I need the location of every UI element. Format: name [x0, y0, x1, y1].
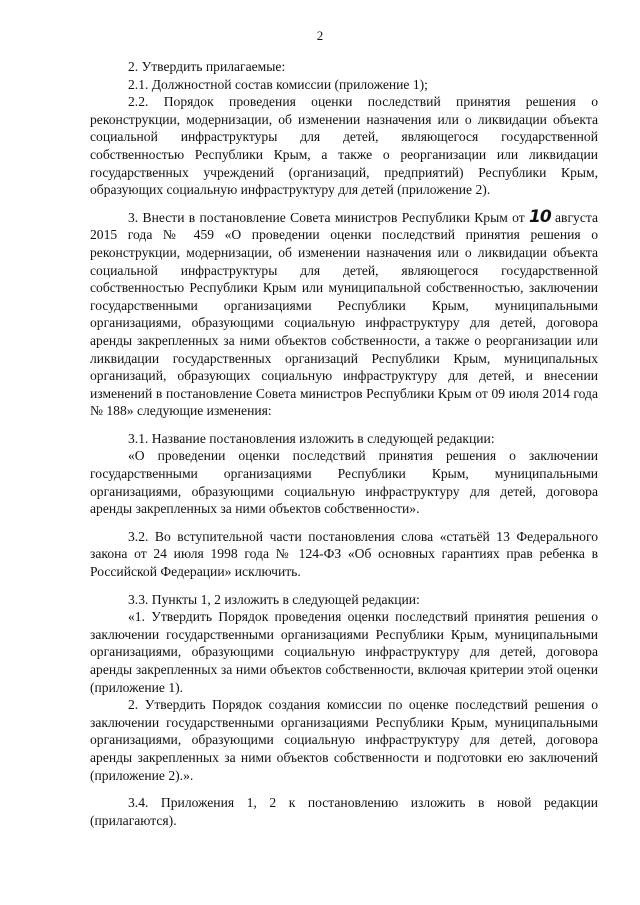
paragraph-3-2: 3.2. Во вступительной части постановления слова «статьёй 13 Федерального закона от 24 июля 1998 года № 124-ФЗ «Об основных гарантиях прав ребенка в Российской Федерации» исключить.	[90, 528, 598, 580]
page-number: 2	[316, 28, 324, 43]
paragraph-3-3-item-2: 2. Утвердить Порядок создания комиссии по оценке последствий решения о заключении государственными организациями Республики Крым, муниципальными организациями, образующими социальную инфраструктуру для детей, договора аренды закрепленных за ними объектов собственности и подготовки ею заключений (приложение 2).».	[90, 697, 598, 783]
paragraph-2-1: 2.1. Должностной состав комиссии (приложение 1);	[128, 76, 428, 92]
paragraph-approve: 2. Утвердить прилагаемые:	[128, 59, 286, 74]
paragraph-3-1-quote: «О проведении оценки последствий принятия решения о заключении государственными организациями Республики Крым, муниципальными организациями, образующими социальную инфраструктуру для детей, договора аренды закрепленных за ними объектов собственности».	[90, 448, 598, 517]
paragraph-2-2: 2.2. Порядок проведения оценки последствий принятия решения о реконструкции, модернизации, об изменении назначения или о ликвидации объекта социальной инфраструктуры для детей, являющегося государственной собственностью Республики Крым, а также о реорганизации или ликвидации государственных учреждений (организаций, предприятий) Республики Крым, образующих социальную инфраструктуру для детей (приложение 2).	[90, 94, 598, 198]
paragraph-3-start: 3. Внести в постановление Совета министров Республики Крым от	[128, 209, 530, 225]
handwritten-date-day: 10	[529, 206, 551, 227]
paragraph-3	[90, 206, 598, 420]
paragraph-3-1: 3.1. Название постановления изложить в следующей редакции:	[128, 430, 495, 446]
paragraph-3-rest: августа 2015 года № 459 «О проведении оценки последствий принятия решения о реконструкции, модернизации, об изменении назначения или о ликвидации объекта социальной инфраструктуры для детей, являющегося государственной собственностью Республики Крым или муниципальной собственностью, заключении государственными организациями Республики Крым, муниципальными организациями, образующими социальную инфраструктуру для детей, договора аренды закрепленных за ними объектов собственности, а также о реорганизации или ликвидации государственных организаций Республики Крым, муниципальных организаций, образующих социальную инфраструктуру для детей, и внесении изменений в постановление Совета министров Республики Крым от 09 июля 2014 года № 188» следующие изменения:	[90, 209, 598, 419]
paragraph-3-3-item-1: «1. Утвердить Порядок проведения оценки последствий принятия решения о заключении государственными организациями Республики Крым, муниципальными организациями, образующими социальную инфраструктуру для детей, договора аренды закрепленных за ними объектов собственности, включая критерии этой оценки (приложение 1).	[90, 609, 598, 695]
paragraph-3-4: 3.4. Приложения 1, 2 к постановлению изложить в новой редакции (прилагаются).	[90, 795, 598, 828]
paragraph-3-3: 3.3. Пункты 1, 2 изложить в следующей редакции:	[128, 591, 420, 607]
